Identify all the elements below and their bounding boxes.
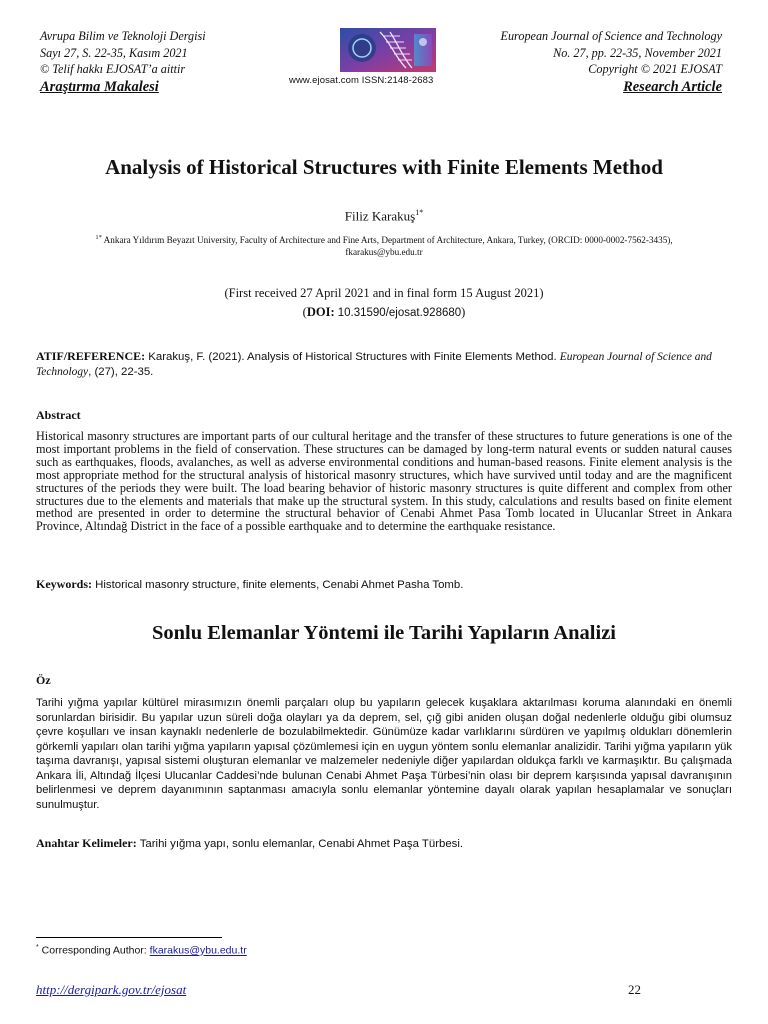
reference-tail: , (27), 22-35. [88,365,154,378]
author-sup: 1* [415,208,424,217]
citation-reference [36,349,732,379]
journal-name-en: European Journal of Science and Technology [500,29,722,43]
journal-site-issn: www.ejosat.com ISSN:2148-2683 [289,75,434,86]
journal-name-tr: Avrupa Bilim ve Teknoloji Dergisi [40,29,206,43]
anahtar-label: Anahtar Kelimeler: [36,836,137,850]
article-type-en: Research Article [623,78,722,95]
author-name: Filiz Karakuş [344,208,416,224]
journal-header-en [501,28,722,95]
copyright-tr: © Telif hakkı EJOSAT’a aittir [40,62,186,76]
affiliation-email[interactable]: fkarakus@ybu.edu.tr [345,247,423,258]
journal-logo [340,28,436,72]
author-line [0,208,768,224]
reference-text: Karakuş, F. (2021). Analysis of Historical Structures with Finite Elements Method. [148,351,557,363]
copyright-en: Copyright © 2021 EJOSAT [588,62,722,76]
issue-info-en: No. 27, pp. 22-35, November 2021 [553,45,722,60]
abstract-heading: Abstract [36,408,81,422]
footer-url-link[interactable]: http://dergipark.gov.tr/ejosat [36,982,187,997]
doi-value[interactable]: 10.31590/ejosat.928680 [337,307,462,319]
doi-close-paren: ) [461,305,466,319]
paper-title-tr: Sonlu Elemanlar Yöntemi ile Tarihi Yapıların Analizi [152,622,616,644]
anahtar-kelimeler [36,836,732,851]
oz-text: Tarihi yığma yapılar kültürel mirasımızın önemli parçaları olup bu yapıların gelecek kuşaklara aktarılması koruma alanındaki en önemli sorunlardan birisidir. Bu yapılar uzun süreli doğa olayları ya da deprem, sel, çığ gibi aniden oluşan doğal nedenlerle olduğu gibi olumsuz çevre koşulları ve insan kaynaklı nedenlerle de bozulabilmektedir. Günümüze kadar varlıklarını sürdüren ve yapılmış oldukları dönemlerin görkemli yapıları olan tarihi yığma yapıların yapısal çözümlemesi için en uygun yöntem sonlu elemanlar analizidir. Tarihi yığma yapıların yük taşıma davranışı, yapısal sistemi oluşturan elemanlar ve malzemeler nedeniyle diğer yapılardan oldukça farklı ve karmaşıktır. Bu çalışmada Ankara İli, Altındağ İlçesi Ulucanlar Caddesi’nde bulunan Cenabi Ahmet Paşa Türbesi’nin olası bir deprem karşısında yapısal davranışının belirlenmesi ve deprem dayanımının saptanması amacıyla sonlu elemanlar yöntemine dayalı olarak yapılan hesaplamalar ve sonuçları sunulmuştur. [36,697,732,811]
journal-header-tr [40,28,206,95]
issue-info-tr: Sayı 27, S. 22-35, Kasım 2021 [40,45,188,60]
footnote-sup: * [36,944,39,951]
footnote-label: Corresponding Author: [41,944,147,957]
received-dates: (First received 27 April 2021 and in final form 15 August 2021) [224,286,544,300]
doi-label: DOI: [306,305,335,319]
doi-line [0,305,768,320]
paper-title: Analysis of Historical Structures with Finite Elements Method [105,155,663,179]
corresponding-email-link[interactable]: fkarakus@ybu.edu.tr [149,944,247,957]
anahtar-text: Tarihi yığma yapı, sonlu elemanlar, Cenabi Ahmet Paşa Türbesi. [139,838,464,850]
article-type-tr: Araştırma Makalesi [40,78,159,95]
affiliation [36,232,732,258]
affiliation-sup: 1* [95,234,102,241]
footnote [36,944,247,957]
keywords [36,577,732,592]
abstract-text: Historical masonry structures are important parts of our cultural heritage and the transfer of these structures to future generations is one of the most important problems in the field of conservation. These structures can be damaged by long-term natural events or sudden natural causes such as earthquakes, floods, avalanches, as well as adverse environmental conditions and human-based reasons. Finite element analysis is the most appropriate method for the structural analysis of historical masonry structures, which have survived until today and are the magnificent structures of the periods they were built. The load bearing behavior of historic masonry structures is quite different and complex from other structures due to the elements and materials that make up the structural system. In this study, calculations and results based on finite element method are presented in order to determine the structural behavior of Cenabi Ahmet Pasa Tomb located in Ulucanlar Street in Ankara Province, Altındağ District in the face of a possible earthquake and to determine the earthquake resistance. [36,429,732,534]
footnote-divider [36,937,222,938]
keywords-label: Keywords: [36,577,92,591]
affiliation-text: Ankara Yıldırım Beyazıt University, Faculty of Architecture and Fine Arts, Department of Architecture, Ankara, Turkey, (ORCID: 0000-0002-7562-3435), [103,235,673,246]
reference-label: ATIF/REFERENCE: [36,349,146,363]
doi-open-paren: ( [302,305,307,319]
oz-heading: Öz [36,673,51,687]
reference-journal: European Journal of Science and Technology [36,351,712,378]
keywords-text: Historical masonry structure, finite elements, Cenabi Ahmet Pasha Tomb. [95,579,464,591]
page-number: 22 [628,982,641,997]
